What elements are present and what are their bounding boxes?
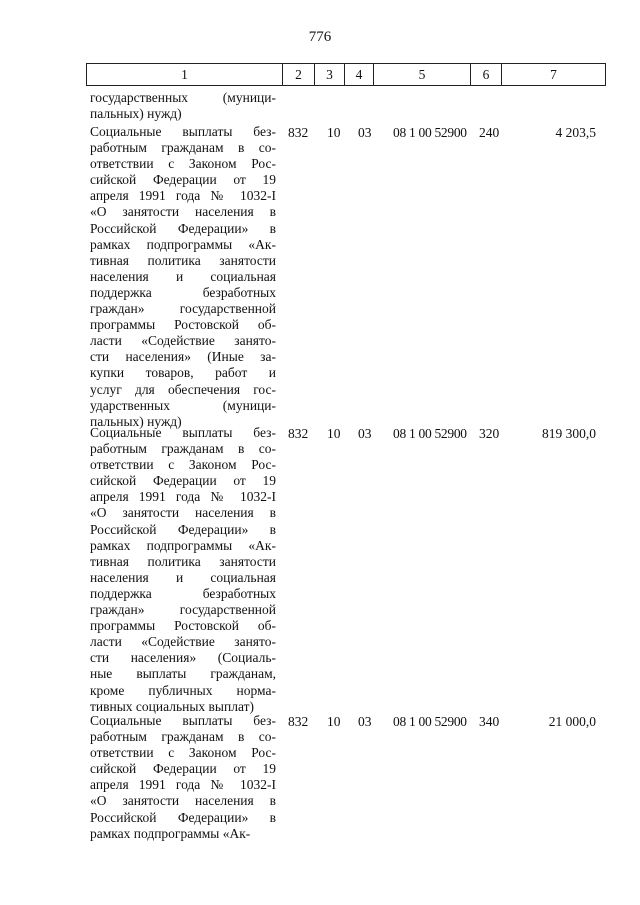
header-col-7: 7 [502,64,606,86]
row-description [90,713,276,842]
text-line: Российской Федерации» в [90,521,276,537]
table-cell-c3: 10 [327,714,341,729]
text-line: ласти «Содействие занято- [90,634,276,650]
text-line: тивных социальных выплат) [90,698,254,714]
text-line: государственных (муници- [90,90,276,105]
text-line: кроме публичных норма- [90,682,276,698]
text-line: купки товаров, работ и [90,365,276,381]
text-line: рамках подпрограммы «Ак- [90,537,276,553]
text-line: Российской Федерации» в [90,809,276,825]
text-line: программы Ростовской об- [90,317,276,333]
text-line: услуг для обеспечения гос- [90,381,276,397]
text-line: сти населения» (Социаль- [90,650,276,666]
table-cell-c4: 03 [358,714,372,729]
table-cell-c6: 340 [479,714,500,729]
text-line: Социальные выплаты без- [90,124,276,139]
table-cell-c6: 320 [479,426,500,441]
text-line: населения и социальная [90,268,276,284]
text-line: Социальные выплаты без- [90,713,276,728]
table-cell-c2: 832 [288,125,309,140]
text-line: апреля 1991 года № 1032-I [90,777,276,793]
text-line: работным гражданам в со- [90,140,276,156]
header-col-4: 4 [345,64,374,86]
table-cell-c4: 03 [358,125,372,140]
text-line: сийской Федерации от 19 [90,473,276,489]
text-line: тивная политика занятости [90,252,276,268]
table-cell-c3: 10 [327,125,341,140]
row-description [90,425,276,715]
text-line: населения и социальная [90,569,276,585]
text-line: поддержка безработных [90,585,276,601]
text-line: граждан» государственной [90,602,276,618]
table-cell-c5: 08 1 00 52900 [393,426,467,441]
header-col-5: 5 [374,64,471,86]
table-cell-c4: 03 [358,426,372,441]
row-description [90,124,276,430]
text-line: поддержка безработных [90,284,276,300]
header-col-6: 6 [471,64,502,86]
table-cell-c7: 21 000,0 [548,714,596,729]
text-line: сийской Федерации от 19 [90,761,276,777]
header-col-3: 3 [315,64,345,86]
text-line: рамках подпрограммы «Ак- [90,825,251,841]
text-line: «О занятости населения в [90,505,276,521]
text-line: сти населения» (Иные за- [90,349,276,365]
text-line: рамках подпрограммы «Ак- [90,236,276,252]
text-line: граждан» государственной [90,301,276,317]
text-line: работным гражданам в со- [90,441,276,457]
table-cell-c7: 819 300,0 [542,426,596,441]
table-cell-c3: 10 [327,426,341,441]
text-line: ответствии с Законом Рос- [90,156,276,172]
text-line: сийской Федерации от 19 [90,172,276,188]
table-cell-c5: 08 1 00 52900 [393,714,467,729]
table-cell-c2: 832 [288,426,309,441]
text-line: пальных) нужд) [90,106,182,122]
header-col-2: 2 [283,64,315,86]
text-line: Российской Федерации» в [90,220,276,236]
text-line: Социальные выплаты без- [90,425,276,440]
page-number: 776 [308,29,332,45]
table-cell-c2: 832 [288,714,309,729]
header-col-1: 1 [87,64,283,86]
text-line: ответствии с Законом Рос- [90,745,276,761]
text-line: ные выплаты гражданам, [90,666,276,682]
text-line: апреля 1991 года № 1032-I [90,489,276,505]
text-line: тивная политика занятости [90,553,276,569]
text-line: ласти «Содействие занято- [90,333,276,349]
continuation-text [90,90,276,122]
text-line: апреля 1991 года № 1032-I [90,188,276,204]
table-cell-c6: 240 [479,125,500,140]
table-cell-c7: 4 203,5 [555,125,596,140]
text-line: «О занятости населения в [90,793,276,809]
text-line: ответствии с Законом Рос- [90,457,276,473]
text-line: пальных) нужд) [90,413,182,429]
text-line: программы Ростовской об- [90,618,276,634]
text-line: работным гражданам в со- [90,729,276,745]
table-cell-c5: 08 1 00 52900 [393,125,467,140]
text-line: «О занятости населения в [90,204,276,220]
text-line: ударственных (муници- [90,397,276,413]
